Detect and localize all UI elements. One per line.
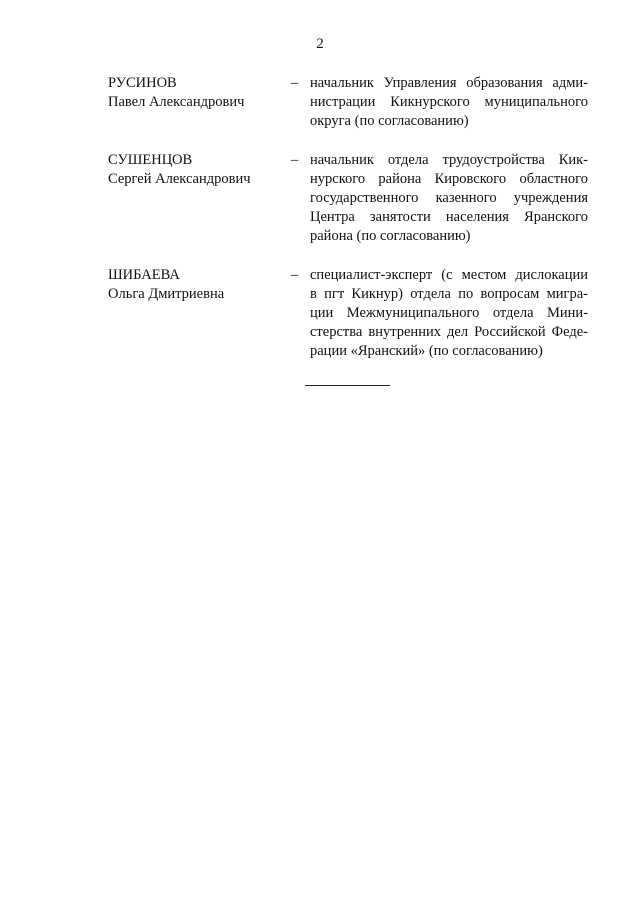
member-surname: ШИБАЕВА [108,267,180,283]
description-line: района (по согласованию) [310,228,471,244]
description-line: государственного казенного учреждения [310,190,588,206]
member-dash: – [291,152,299,168]
member-description [310,74,588,131]
description-line: стерства внутренних дел Российской Феде- [310,324,588,340]
member-surname: СУШЕНЦОВ [108,152,193,168]
member-entry [0,266,640,365]
member-given-names: Сергей Александрович [108,171,251,187]
member-description [310,151,588,246]
description-line: специалист-эксперт (с местом дислокации [310,267,588,283]
member-name [108,151,278,189]
description-line: начальник Управления образования адми- [310,75,588,91]
member-given-names: Ольга Дмитриевна [108,286,225,302]
member-dash: – [291,75,299,91]
description-line: округа (по согласованию) [310,113,469,129]
description-line: нурского района Кировского областного [310,171,588,187]
description-line: начальник отдела трудоустройства Кик- [310,152,588,168]
description-line: ции Межмуниципального отдела Мини- [310,305,588,321]
description-line: нистрации Кикнурского муниципального [310,94,588,110]
member-given-names: Павел Александрович [108,94,245,110]
page-number: 2 [316,36,324,52]
member-entry [0,74,640,135]
member-list [0,74,640,365]
member-name [108,74,278,112]
description-line: в пгт Кикнур) отдела по вопросам мигра- [310,286,588,302]
member-entry [0,151,640,250]
description-line: Центра занятости населения Яранского [310,209,588,225]
member-surname: РУСИНОВ [108,75,177,91]
member-description [310,266,588,361]
description-line: рации «Яранский» (по согласованию) [310,343,543,359]
member-dash: – [291,267,299,283]
closing-rule [305,385,390,386]
member-name [108,266,278,304]
